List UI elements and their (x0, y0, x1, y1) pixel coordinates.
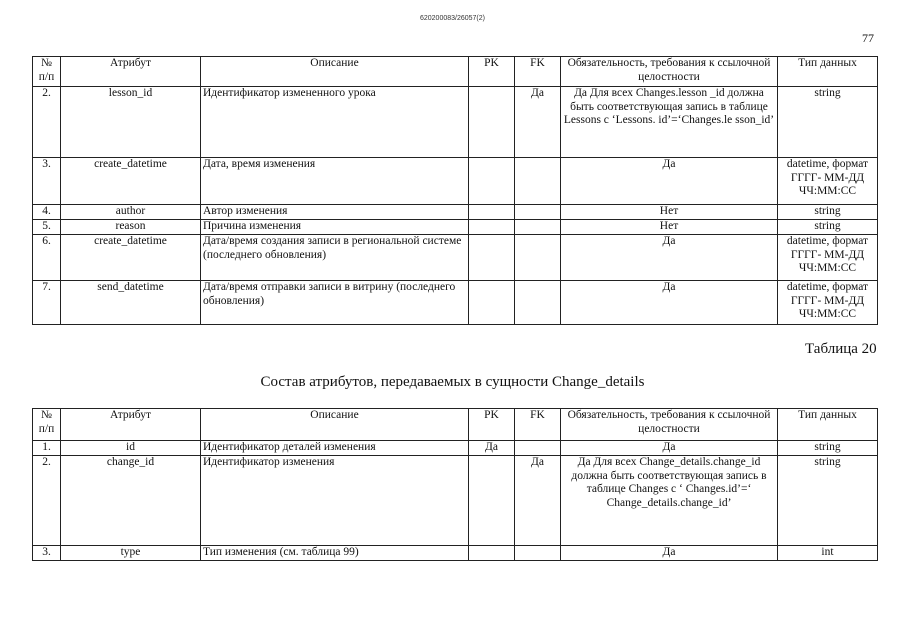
row-pk (469, 220, 515, 235)
row-description: Дата, время изменения (201, 158, 469, 205)
table-row (33, 158, 878, 205)
table-header-row (33, 57, 878, 87)
header-required: Обязательность, требования к ссылочной целостности (561, 57, 778, 87)
table-header-row (33, 409, 878, 441)
header-required: Обязательность, требования к ссылочной целостности (561, 409, 778, 441)
row-attribute: author (61, 205, 201, 220)
header-description: Описание (201, 57, 469, 87)
table-title: Состав атрибутов, передаваемых в сущности Change_details (260, 374, 645, 390)
row-num: 1. (33, 441, 61, 456)
table-label: Таблица 20 (805, 341, 877, 357)
attributes-table-change-details (32, 408, 878, 561)
row-required: Да (561, 546, 778, 561)
row-type: int (778, 546, 878, 561)
header-type: Тип данных (778, 57, 878, 87)
row-type: string (778, 456, 878, 546)
row-pk (469, 158, 515, 205)
row-attribute: change_id (61, 456, 201, 546)
row-description: Автор изменения (201, 205, 469, 220)
table-row (33, 456, 878, 546)
row-fk (515, 235, 561, 281)
page-number: 77 (862, 31, 874, 45)
header-pk: PK (469, 409, 515, 441)
row-fk (515, 220, 561, 235)
header-num: № п/п (33, 409, 61, 441)
row-description: Идентификатор изменения (201, 456, 469, 546)
row-fk (515, 546, 561, 561)
header-pk: PK (469, 57, 515, 87)
header-attribute: Атрибут (61, 409, 201, 441)
row-fk (515, 441, 561, 456)
row-pk: Да (469, 441, 515, 456)
row-required: Да (561, 281, 778, 325)
table-row (33, 546, 878, 561)
row-description: Дата/время создания записи в региональной системе (последнего обновления) (201, 235, 469, 281)
row-pk (469, 205, 515, 220)
row-type: string (778, 87, 878, 158)
row-attribute: lesson_id (61, 87, 201, 158)
row-attribute: create_datetime (61, 158, 201, 205)
row-num: 6. (33, 235, 61, 281)
row-required: Да Для всех Change_details.change_id должна быть соответствующая запись в таблице Changes с ‘ Changes.id’=‘ Change_details.change_id’ (561, 456, 778, 546)
row-num: 3. (33, 158, 61, 205)
table-row (33, 235, 878, 281)
header-type: Тип данных (778, 409, 878, 441)
header-fk: FK (515, 57, 561, 87)
row-type: datetime, формат ГГГГ- ММ-ДД ЧЧ:ММ:СС (778, 235, 878, 281)
row-num: 4. (33, 205, 61, 220)
row-required: Да (561, 158, 778, 205)
row-type: string (778, 205, 878, 220)
row-attribute: type (61, 546, 201, 561)
row-num: 2. (33, 87, 61, 158)
row-fk (515, 158, 561, 205)
row-pk (469, 281, 515, 325)
row-fk (515, 281, 561, 325)
row-attribute: create_datetime (61, 235, 201, 281)
attributes-table-changes (32, 56, 878, 325)
row-required: Нет (561, 205, 778, 220)
row-description: Идентификатор измененного урока (201, 87, 469, 158)
row-pk (469, 456, 515, 546)
row-required: Да Для всех Changes.lesson _id должна быть соответствующая запись в таблице Lessons с ‘Lessons. id’=‘Changes.le sson_id’ (561, 87, 778, 158)
table-row (33, 220, 878, 235)
table-row (33, 281, 878, 325)
row-num: 5. (33, 220, 61, 235)
document-id: 620200083/26057(2) (419, 15, 485, 22)
row-attribute: send_datetime (61, 281, 201, 325)
row-num: 2. (33, 456, 61, 546)
row-fk: Да (515, 456, 561, 546)
row-pk (469, 235, 515, 281)
row-pk (469, 87, 515, 158)
header-fk: FK (515, 409, 561, 441)
row-description: Тип изменения (см. таблица 99) (201, 546, 469, 561)
row-attribute: reason (61, 220, 201, 235)
row-required: Да (561, 235, 778, 281)
row-pk (469, 546, 515, 561)
table-row (33, 87, 878, 158)
row-fk (515, 205, 561, 220)
row-type: string (778, 220, 878, 235)
header-attribute: Атрибут (61, 57, 201, 87)
table-row (33, 441, 878, 456)
row-fk: Да (515, 87, 561, 158)
row-attribute: id (61, 441, 201, 456)
row-type: datetime, формат ГГГГ- ММ-ДД ЧЧ:ММ:СС (778, 281, 878, 325)
header-num: № п/п (33, 57, 61, 87)
row-required: Да (561, 441, 778, 456)
row-required: Нет (561, 220, 778, 235)
row-num: 7. (33, 281, 61, 325)
header-description: Описание (201, 409, 469, 441)
row-num: 3. (33, 546, 61, 561)
row-description: Причина изменения (201, 220, 469, 235)
table-row (33, 205, 878, 220)
row-description: Идентификатор деталей изменения (201, 441, 469, 456)
row-description: Дата/время отправки записи в витрину (последнего обновления) (201, 281, 469, 325)
row-type: string (778, 441, 878, 456)
row-type: datetime, формат ГГГГ- ММ-ДД ЧЧ:ММ:СС (778, 158, 878, 205)
